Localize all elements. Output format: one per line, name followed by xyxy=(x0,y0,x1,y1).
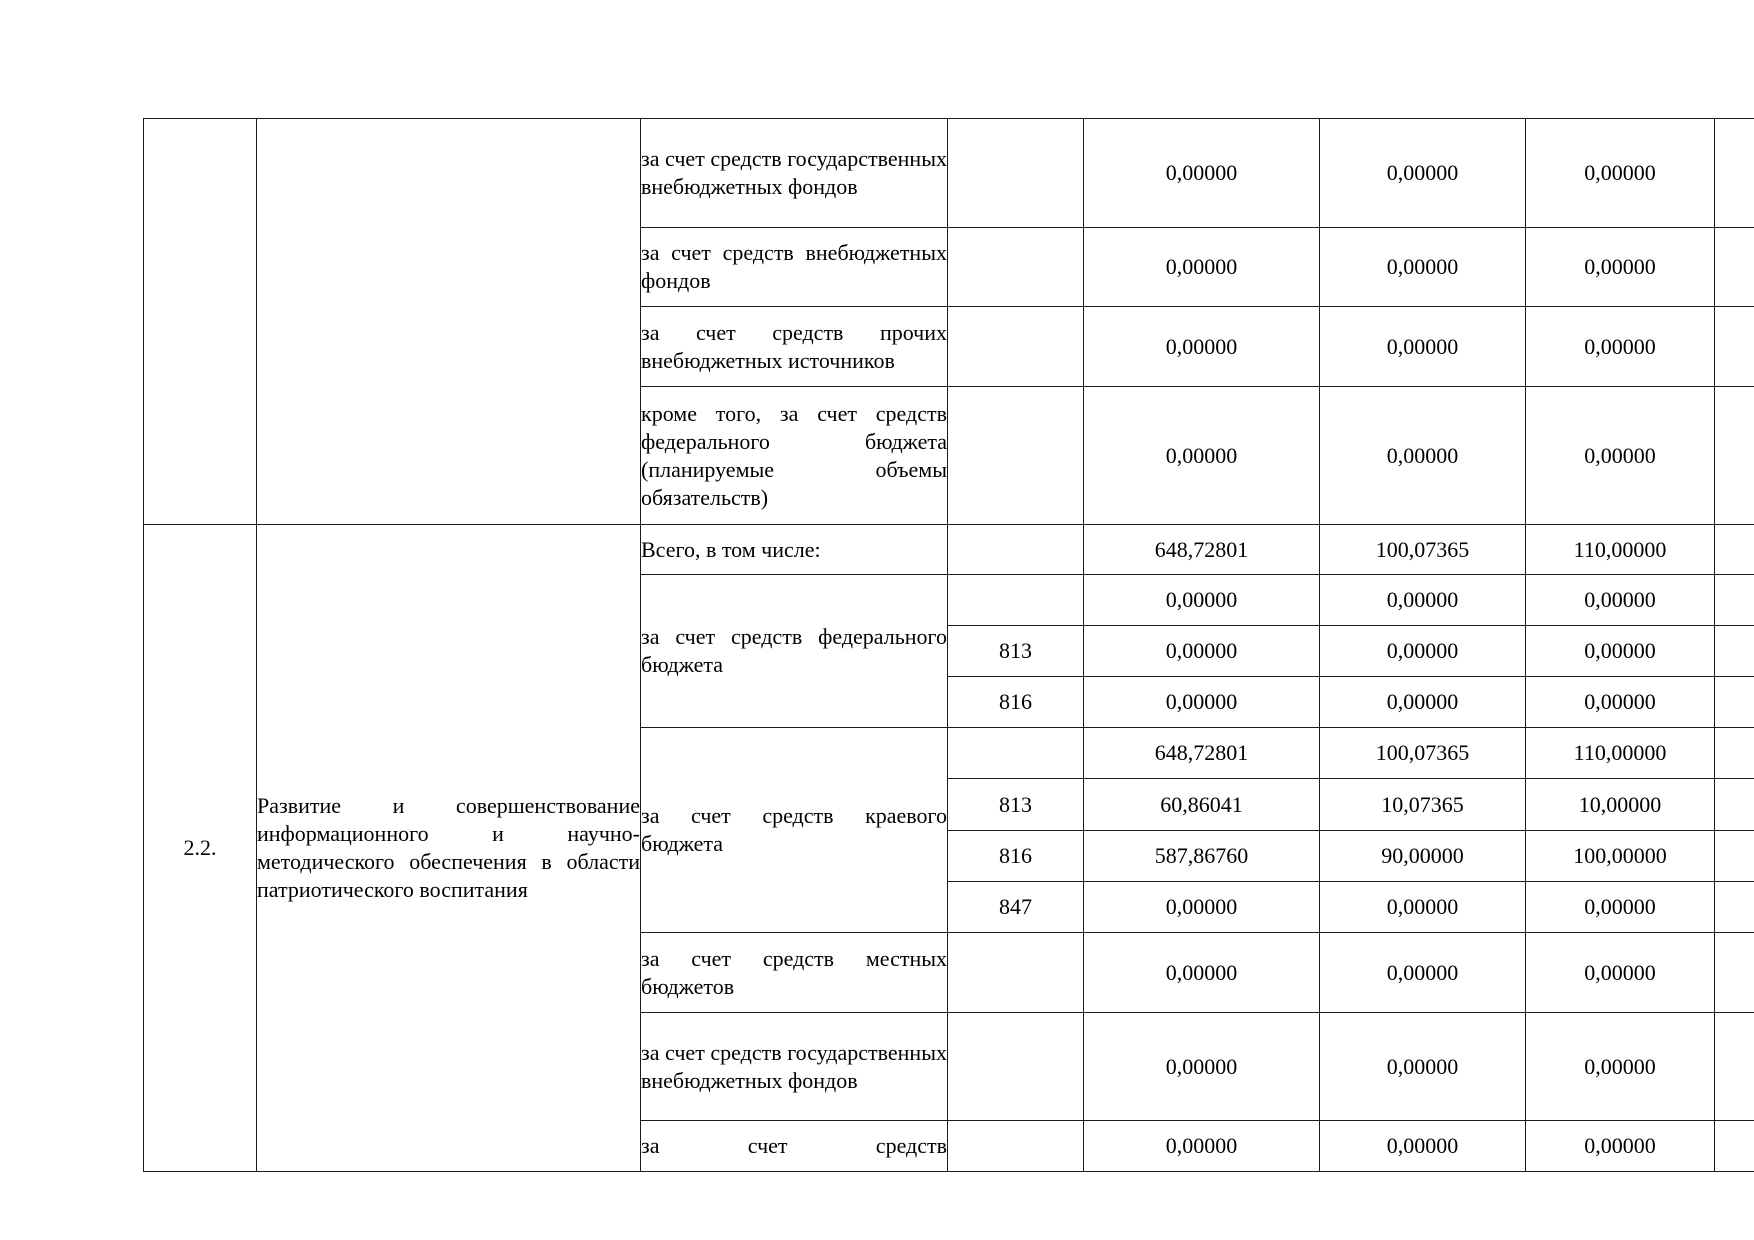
index-cell-empty xyxy=(144,119,257,525)
code-cell xyxy=(948,119,1084,228)
value-cell-cut xyxy=(1715,387,1754,525)
value-cell: 60,86041 xyxy=(1084,779,1320,831)
code-cell: 816 xyxy=(948,831,1084,882)
item-index: 2.2. xyxy=(144,525,257,1172)
value-cell: 0,00000 xyxy=(1084,575,1320,626)
value-cell: 0,00000 xyxy=(1526,228,1715,307)
code-cell xyxy=(948,307,1084,387)
code-cell: 816 xyxy=(948,677,1084,728)
value-cell-cut xyxy=(1715,779,1754,831)
value-cell: 0,00000 xyxy=(1084,1013,1320,1121)
value-cell: 0,00000 xyxy=(1320,882,1526,933)
source-label: за счет средств государственных внебюджетных фондов xyxy=(641,119,948,228)
local-budget-label: за счет средств местных бюджетов xyxy=(641,933,948,1013)
value-cell: 110,00000 xyxy=(1526,728,1715,779)
source-label: за счет средств прочих внебюджетных источников xyxy=(641,307,948,387)
value-cell-cut xyxy=(1715,831,1754,882)
value-cell: 0,00000 xyxy=(1084,228,1320,307)
value-cell: 0,00000 xyxy=(1084,933,1320,1013)
code-cell: 813 xyxy=(948,779,1084,831)
table-row xyxy=(144,119,1754,228)
value-cell: 0,00000 xyxy=(1526,1121,1715,1172)
code-cell xyxy=(948,933,1084,1013)
value-cell: 90,00000 xyxy=(1320,831,1526,882)
budget-table xyxy=(143,118,1754,1172)
value-cell: 0,00000 xyxy=(1320,119,1526,228)
value-cell-cut xyxy=(1715,307,1754,387)
item-name: Развитие и совершенствование информационного и научно-методического обеспечения в области патриотического воспитания xyxy=(257,525,641,1172)
value-cell-cut xyxy=(1715,575,1754,626)
value-cell: 100,00000 xyxy=(1526,831,1715,882)
value-cell-cut xyxy=(1715,626,1754,677)
value-cell: 0,00000 xyxy=(1320,677,1526,728)
code-cell xyxy=(948,1121,1084,1172)
value-cell: 0,00000 xyxy=(1526,677,1715,728)
code-cell xyxy=(948,575,1084,626)
source-label: за счет средств внебюджетных фондов xyxy=(641,228,948,307)
value-cell: 0,00000 xyxy=(1320,1121,1526,1172)
value-cell: 0,00000 xyxy=(1526,882,1715,933)
value-cell: 0,00000 xyxy=(1526,575,1715,626)
value-cell: 10,07365 xyxy=(1320,779,1526,831)
value-cell-cut xyxy=(1715,525,1754,575)
value-cell: 0,00000 xyxy=(1084,677,1320,728)
value-cell-cut xyxy=(1715,1013,1754,1121)
code-cell xyxy=(948,525,1084,575)
value-cell: 587,86760 xyxy=(1084,831,1320,882)
value-cell: 100,07365 xyxy=(1320,728,1526,779)
value-cell: 0,00000 xyxy=(1320,228,1526,307)
value-cell: 0,00000 xyxy=(1084,882,1320,933)
name-cell-empty xyxy=(257,119,641,525)
federal-budget-label: за счет средств федерального бюджета xyxy=(641,575,948,728)
value-cell: 0,00000 xyxy=(1526,307,1715,387)
value-cell: 0,00000 xyxy=(1084,626,1320,677)
value-cell: 0,00000 xyxy=(1320,387,1526,525)
value-cell: 0,00000 xyxy=(1320,1013,1526,1121)
value-cell: 0,00000 xyxy=(1320,626,1526,677)
value-cell: 0,00000 xyxy=(1084,307,1320,387)
value-cell-cut xyxy=(1715,677,1754,728)
code-cell: 847 xyxy=(948,882,1084,933)
value-cell-cut xyxy=(1715,119,1754,228)
value-cell: 0,00000 xyxy=(1084,119,1320,228)
value-cell: 0,00000 xyxy=(1084,387,1320,525)
value-cell: 0,00000 xyxy=(1526,626,1715,677)
value-cell-cut xyxy=(1715,933,1754,1013)
value-cell-cut xyxy=(1715,728,1754,779)
code-cell xyxy=(948,728,1084,779)
code-cell xyxy=(948,228,1084,307)
regional-budget-label: за счет средств краевого бюджета xyxy=(641,728,948,933)
value-cell-cut xyxy=(1715,882,1754,933)
value-cell-cut xyxy=(1715,1121,1754,1172)
value-cell: 0,00000 xyxy=(1320,933,1526,1013)
table-row-total xyxy=(144,525,1754,575)
value-cell: 0,00000 xyxy=(1526,119,1715,228)
value-cell-cut xyxy=(1715,228,1754,307)
value-cell: 0,00000 xyxy=(1320,307,1526,387)
value-cell: 110,00000 xyxy=(1526,525,1715,575)
value-cell: 0,00000 xyxy=(1526,387,1715,525)
value-cell: 0,00000 xyxy=(1526,1013,1715,1121)
value-cell: 0,00000 xyxy=(1084,1121,1320,1172)
source-label: кроме того, за счет средств федерального бюджета (планируемые объемы обязательств) xyxy=(641,387,948,525)
value-cell: 10,00000 xyxy=(1526,779,1715,831)
value-cell: 100,07365 xyxy=(1320,525,1526,575)
value-cell: 648,72801 xyxy=(1084,525,1320,575)
state-offbudget-label: за счет средств государственных внебюджетных фондов xyxy=(641,1013,948,1121)
code-cell: 813 xyxy=(948,626,1084,677)
code-cell xyxy=(948,1013,1084,1121)
total-label: Всего, в том числе: xyxy=(641,525,948,575)
value-cell: 0,00000 xyxy=(1320,575,1526,626)
value-cell: 648,72801 xyxy=(1084,728,1320,779)
offbudget-label-partial: за счет средств xyxy=(641,1121,948,1172)
value-cell: 0,00000 xyxy=(1526,933,1715,1013)
code-cell xyxy=(948,387,1084,525)
